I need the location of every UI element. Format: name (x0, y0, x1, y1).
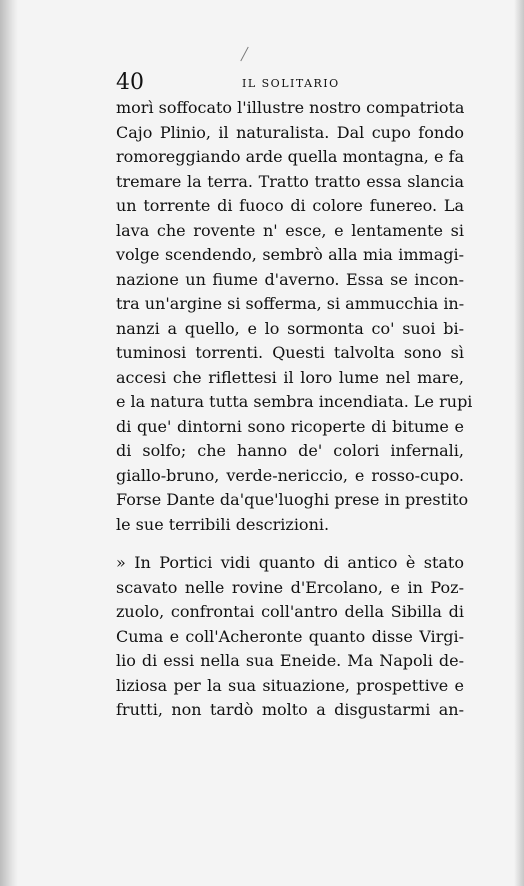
text-line: zuolo, confrontai coll'antro della Sibilla di (116, 602, 464, 621)
pencil-mark (240, 47, 248, 62)
text-line: un torrente di fuoco di colore funereo. La (116, 196, 464, 215)
text-line: lava che rovente n' esce, e lentamente si (116, 220, 464, 240)
text-line: volge scendendo, sembrò alla mia immagi- (116, 245, 464, 264)
text-line: di solfo; che hanno de' colori infernali, (116, 441, 464, 460)
page-left-edge (0, 0, 18, 886)
text-line: liziosa per la sua situazione, prospettive e (116, 675, 464, 695)
text-line: di que' dintorni sono ricoperte di bitume e (116, 416, 464, 436)
text-line: Cuma e coll'Acheronte quanto disse Virgi- (116, 626, 464, 646)
page-right-edge (514, 0, 524, 886)
text-line: scavato nelle rovine d'Ercolano, e in Poz- (116, 577, 464, 597)
text-line: morì soffocato l'illustre nostro compatriota (116, 98, 465, 117)
text-line: frutti, non tardò molto a disgustarmi an- (116, 700, 464, 719)
text-line: le sue terribili descrizioni. (116, 514, 330, 534)
running-title: IL SOLITARIO (242, 77, 340, 90)
text-line: Cajo Plinio, il naturalista. Dal cupo fondo (116, 122, 464, 142)
paragraph-2 (116, 551, 464, 723)
text-line: e la natura tutta sembra incendiata. Le rupi (116, 392, 473, 411)
text-line: » In Portici vidi quanto di antico è stato (116, 553, 464, 572)
page-number: 40 (116, 70, 144, 95)
text-line: nanzi a quello, e lo sormonta co' suoi bi- (116, 318, 464, 338)
text-line: romoreggiando arde quella montagna, e fa (116, 147, 464, 166)
text-line: tra un'argine si sofferma, si ammucchia in- (116, 294, 465, 313)
text-line: accesi che riflettesi il loro lume nel mare, (116, 367, 464, 387)
text-line: tremare la terra. Tratto tratto essa slancia (116, 171, 464, 191)
text-line: lio di essi nella sua Eneide. Ma Napoli de- (116, 651, 464, 670)
text-line: tuminosi torrenti. Questi talvolta sono sì (116, 343, 464, 362)
text-line: giallo-bruno, verde-nericcio, e rosso-cupo. (116, 465, 464, 485)
paragraph-1 (116, 96, 473, 537)
text-line: nazione un fiume d'averno. Essa se incon- (116, 269, 464, 289)
body-text (116, 96, 473, 723)
page-header (116, 71, 466, 95)
paragraph-gap (116, 537, 464, 551)
text-line: Forse Dante da'que'luoghi prese in prestito (116, 490, 469, 509)
